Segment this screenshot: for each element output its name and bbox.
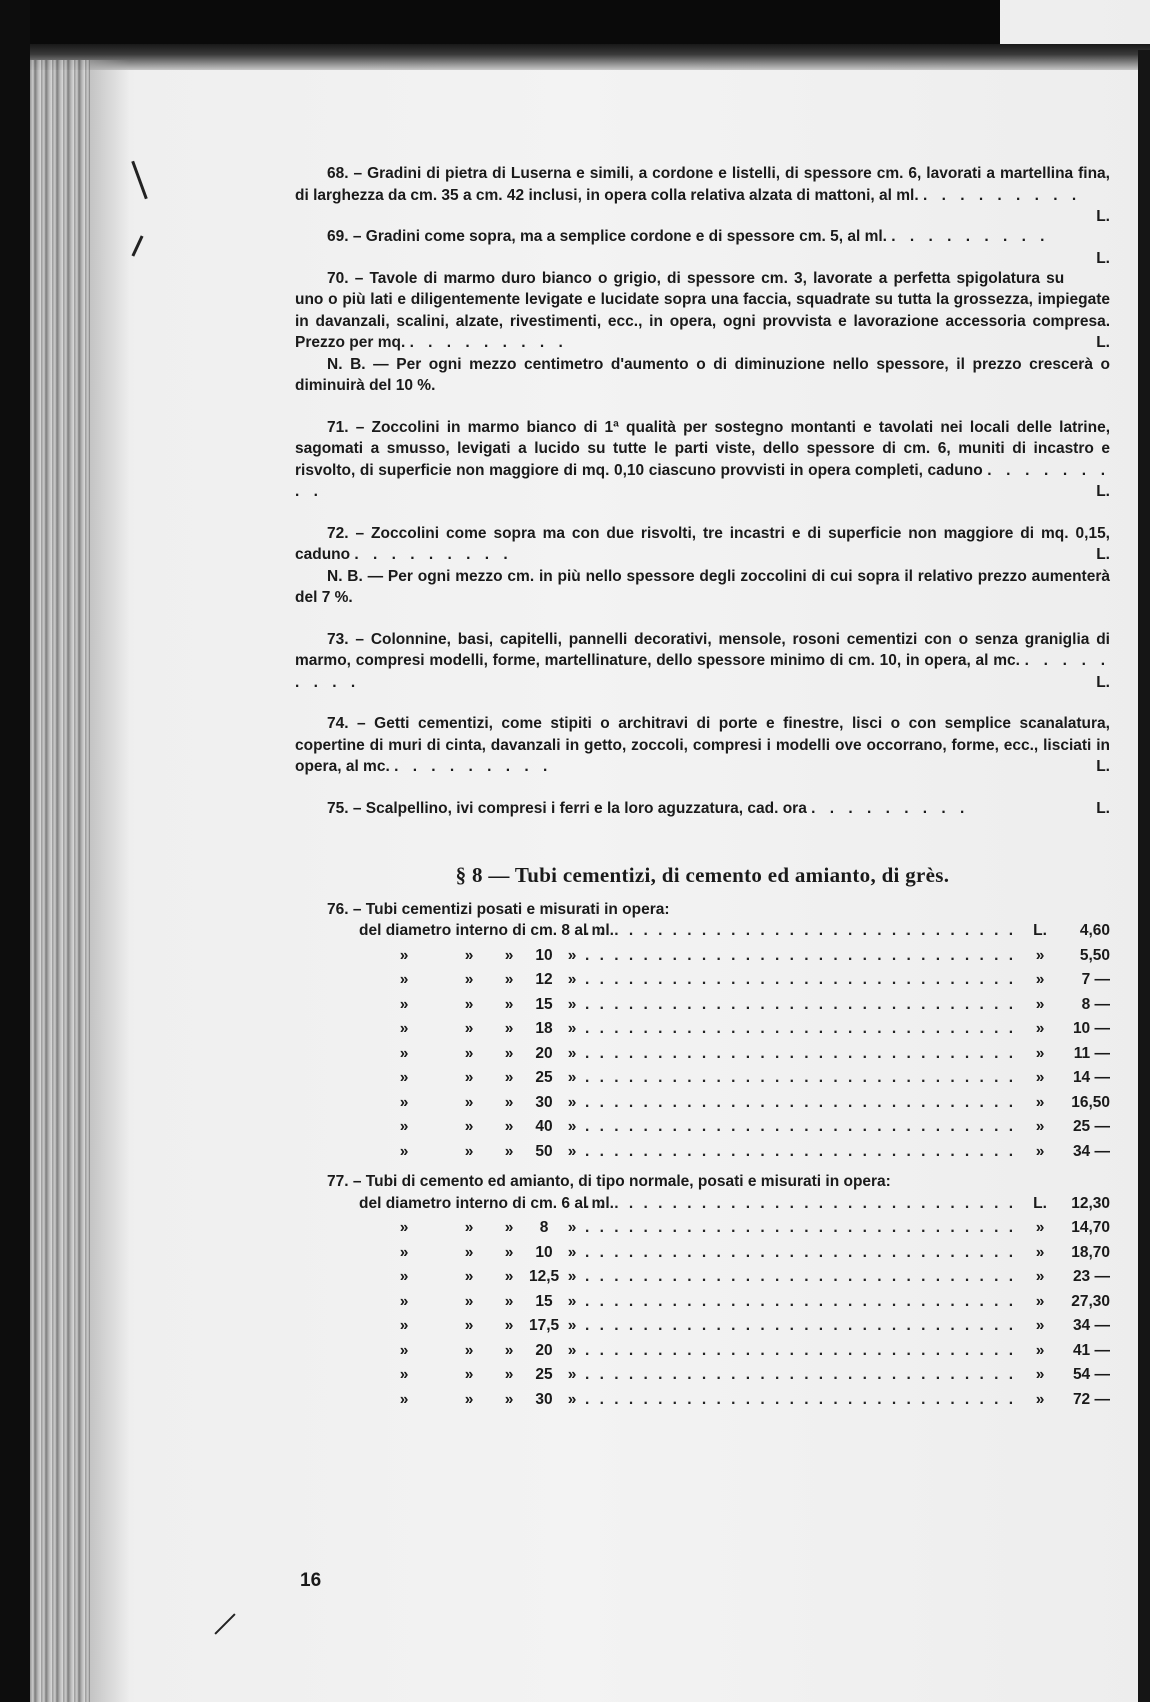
dot-leader: . . . . . . . . . xyxy=(354,546,513,563)
diameter-value: 30 xyxy=(535,1390,553,1408)
dot-leader: . . . . . . . . . xyxy=(394,758,553,775)
scan-shadow-top xyxy=(0,44,1150,70)
ditto-mark: » xyxy=(504,1219,514,1236)
ditto-mark: » xyxy=(504,1341,514,1359)
table-row xyxy=(295,1364,1110,1389)
price-value: 27,30 xyxy=(1071,1292,1110,1310)
dot-leader xyxy=(585,1018,1022,1040)
ditto-mark: » xyxy=(399,1219,409,1236)
ditto-mark: » xyxy=(399,971,409,988)
dot-leader xyxy=(585,1266,1022,1288)
ditto-mark: » xyxy=(504,946,514,964)
diameter-value: 15 xyxy=(535,1292,553,1310)
entry-description: 73. – Colonnine, basi, capitelli, pannelli decorativi, mensole, rosoni cementizi con o senza graniglia di marmo, compresi modelli, forme, martellinature, dello spessore minimo di cm. 10, in opera, al mc. xyxy=(295,630,1110,669)
ditto-mark: » xyxy=(504,1390,514,1408)
entry-description: 68. – Gradini di pietra di Luserna e simili, a cordone e listelli, di spessore cm. 6, lavorati a martellina fina, di larghezza da cm. 35 a cm. 42 inclusi, in opera colla relativa alzata di mattoni, al ml. xyxy=(295,165,1110,204)
ditto-mark: » xyxy=(504,1020,514,1037)
dot-leader xyxy=(585,969,1022,991)
dot-leader xyxy=(585,1092,1022,1114)
ditto-mark: » xyxy=(399,1366,409,1383)
dot-leader: . . . . . . . . . xyxy=(811,799,970,817)
dot-leader xyxy=(585,1217,1022,1239)
table-row xyxy=(295,1141,1110,1166)
diameter-value: 30 xyxy=(535,1093,553,1111)
scan-speck xyxy=(131,161,147,200)
ditto-mark: » xyxy=(567,1069,577,1086)
ditto-mark: » xyxy=(567,1366,577,1383)
ditto-mark: » xyxy=(399,1317,409,1334)
ditto-mark: » xyxy=(464,1390,474,1408)
entry-text xyxy=(295,417,1110,503)
ditto-mark: » xyxy=(399,1292,409,1310)
table-row xyxy=(295,1217,1110,1242)
ditto-mark: » xyxy=(567,1243,577,1261)
ditto-mark: » xyxy=(567,995,577,1013)
currency-label: » xyxy=(1035,1118,1045,1135)
price-value: 72 — xyxy=(1072,1390,1110,1408)
diameter-value: 12,5 xyxy=(529,1268,560,1285)
ditto-mark: » xyxy=(464,971,474,988)
ditto-mark: » xyxy=(504,1044,514,1062)
entry-69 xyxy=(295,226,1110,267)
dot-leader xyxy=(585,945,1022,967)
book-gutter-shadow xyxy=(90,60,130,1702)
price-value: 18,70 xyxy=(1071,1243,1110,1261)
ditto-mark: » xyxy=(504,1366,514,1383)
price-value: 34 — xyxy=(1072,1142,1110,1160)
entry-text xyxy=(295,523,1110,566)
ditto-mark: » xyxy=(567,1317,577,1334)
table-row xyxy=(295,1067,1110,1092)
ditto-mark: » xyxy=(567,1341,577,1359)
entry-73 xyxy=(295,629,1110,694)
currency-label: » xyxy=(1035,971,1045,988)
ditto-mark: » xyxy=(399,1069,409,1086)
dot-leader xyxy=(585,920,1022,942)
diameter-value: 20 xyxy=(535,1044,553,1062)
ditto-mark: » xyxy=(464,995,474,1013)
ditto-mark: » xyxy=(504,1118,514,1135)
page-number: 16 xyxy=(300,1570,322,1591)
ditto-mark: » xyxy=(567,946,577,964)
ditto-mark: » xyxy=(464,1044,474,1062)
currency-label: » xyxy=(1035,1243,1045,1261)
ditto-mark: » xyxy=(464,1069,474,1086)
price-value: 41 — xyxy=(1072,1341,1110,1359)
ditto-mark: » xyxy=(399,995,409,1013)
ditto-mark: » xyxy=(399,1268,409,1285)
currency-label: » xyxy=(1035,1341,1045,1359)
ditto-mark: » xyxy=(399,1118,409,1135)
price-value: 54 — xyxy=(1072,1366,1110,1383)
diameter-value: 15 xyxy=(535,995,553,1013)
entry-description: 72. – Zoccolini come sopra ma con due risvolti, tre incastri e di superficie non maggiore di mq. 0,15, caduno xyxy=(295,524,1110,563)
ditto-mark: » xyxy=(464,1243,474,1261)
dot-leader xyxy=(585,994,1022,1016)
price-value: 8 — xyxy=(1081,995,1110,1013)
diameter-value: 25 xyxy=(535,1366,553,1383)
ditto-mark: » xyxy=(399,1044,409,1062)
ditto-mark: » xyxy=(399,1020,409,1037)
entry-note: N. B. — Per ogni mezzo centimetro d'aumento o di diminuzione nello spessore, il prezzo crescerà o diminuirà del 10 %. xyxy=(295,355,1110,394)
currency-label: L. xyxy=(1033,922,1047,939)
price-value: 14 — xyxy=(1072,1069,1110,1086)
currency-label: L. xyxy=(1096,546,1110,563)
entry-description: 74. – Getti cementizi, come stipiti o architravi di porte e finestre, lisci o con semplice scanalatura, copertine di muri di cinta, davanzali in getto, zoccoli, compresi i modelli ove occorrano, forme, ecc., lisciati in opera, al mc. xyxy=(295,715,1110,775)
currency-label: » xyxy=(1035,1219,1045,1236)
ditto-mark: » xyxy=(567,1093,577,1111)
dot-leader xyxy=(585,1242,1022,1264)
diameter-label: del diametro interno di cm. 8 al ml. xyxy=(359,922,614,939)
ditto-mark: » xyxy=(504,1069,514,1086)
entry-text xyxy=(295,798,1110,820)
entry-description: 71. – Zoccolini in marmo bianco di 1ª qualità per sostegno montanti e tavolati nei locali delle latrine, sagomati a smusso, levigati a lucido su tutte le parti viste, dello spessore di cm. 6, muniti di incastro e risvolto, di superficie non maggiore di mq. 0,10 ciascuno provvisti in opera completi, caduno xyxy=(295,418,1110,479)
entry-text xyxy=(295,226,1110,267)
entry-description: 75. – Scalpellino, ivi compresi i ferri e la loro aguzzatura, cad. ora xyxy=(327,799,812,817)
entry-description: 70. – Tavole di marmo duro bianco o grigio, di spessore cm. 3, lavorate a perfetta spigolatura su uno o più lati e diligentemente levigate e lucidate sopra una faccia, squadrate su tutta la grossezza, impiegate in davanzali, scalini, alzate, rivestimenti, ecc., in opera, ogni provvista e lavorazione accessoria compresa. Prezzo per mq. xyxy=(295,269,1110,351)
entry-68 xyxy=(295,163,1110,225)
ditto-mark: » xyxy=(567,971,577,988)
diameter-value: 50 xyxy=(535,1142,553,1160)
entry-description: 69. – Gradini come sopra, ma a semplice cordone e di spessore cm. 5, al ml. xyxy=(327,228,892,245)
scan-border-right xyxy=(1138,50,1150,1702)
entry-note: N. B. — Per ogni mezzo cm. in più nello spessore degli zoccolini di cui sopra il relativo prezzo aumenterà del 7 %. xyxy=(295,567,1110,606)
table-row xyxy=(295,1116,1110,1141)
ditto-mark: » xyxy=(567,1142,577,1160)
currency-label: » xyxy=(1035,1390,1045,1408)
diameter-value: 20 xyxy=(535,1341,553,1359)
price-value: 5,50 xyxy=(1079,946,1110,964)
ditto-mark: » xyxy=(504,1243,514,1261)
price-value: 23 — xyxy=(1072,1268,1110,1285)
table-row xyxy=(295,1340,1110,1365)
table-row xyxy=(295,1389,1110,1414)
scan-speck xyxy=(214,1613,235,1634)
ditto-mark: » xyxy=(399,1243,409,1261)
ditto-mark: » xyxy=(504,1268,514,1285)
dot-leader xyxy=(585,1291,1022,1313)
entry-text xyxy=(295,629,1110,694)
currency-label: L. xyxy=(1096,758,1110,775)
ditto-mark: » xyxy=(567,1268,577,1285)
table-row xyxy=(295,1266,1110,1291)
ditto-mark: » xyxy=(399,1142,409,1160)
currency-label: » xyxy=(1035,1268,1045,1285)
currency-label: » xyxy=(1035,995,1045,1013)
currency-label: L. xyxy=(1096,249,1110,267)
diameter-value: 25 xyxy=(535,1069,553,1086)
currency-label: » xyxy=(1035,1093,1045,1111)
ditto-mark: » xyxy=(567,1118,577,1135)
price-value: 16,50 xyxy=(1071,1093,1110,1111)
table-heading: 76. – Tubi cementizi posati e misurati in opera: xyxy=(327,900,670,918)
table-row xyxy=(295,1291,1110,1316)
entry-text xyxy=(295,268,1110,354)
ditto-mark: » xyxy=(504,971,514,988)
table-row xyxy=(295,945,1110,970)
currency-label: » xyxy=(1035,1069,1045,1086)
table-heading: 77. – Tubi di cemento ed amianto, di tipo normale, posati e misurati in opera: xyxy=(327,1173,891,1190)
table-row xyxy=(295,969,1110,994)
ditto-mark: » xyxy=(504,995,514,1013)
ditto-mark: » xyxy=(399,1341,409,1359)
currency-label: L. xyxy=(1096,334,1110,351)
dot-leader xyxy=(585,1193,1022,1215)
diameter-value: 8 xyxy=(539,1219,549,1236)
ditto-mark: » xyxy=(464,1341,474,1359)
ditto-mark: » xyxy=(399,1390,409,1408)
table-row xyxy=(295,1043,1110,1068)
scan-border-top xyxy=(0,0,1000,48)
entry-72 xyxy=(295,523,1110,609)
dot-leader xyxy=(585,1043,1022,1065)
ditto-mark: » xyxy=(464,1366,474,1383)
ditto-mark: » xyxy=(464,1219,474,1236)
dot-leader xyxy=(585,1389,1022,1411)
price-value: 12,30 xyxy=(1071,1194,1110,1212)
ditto-mark: » xyxy=(567,1044,577,1062)
ditto-mark: » xyxy=(567,1292,577,1310)
diameter-value: 10 xyxy=(535,1243,553,1261)
dot-leader xyxy=(585,1141,1022,1163)
price-value: 10 — xyxy=(1072,1020,1110,1037)
price-table-77 xyxy=(295,1171,1110,1413)
currency-label: » xyxy=(1035,946,1045,964)
diameter-value: 10 xyxy=(535,946,553,964)
price-value: 34 — xyxy=(1072,1317,1110,1334)
ditto-mark: » xyxy=(464,1317,474,1334)
currency-label: L. xyxy=(1096,208,1110,225)
entry-70 xyxy=(295,268,1110,397)
ditto-mark: » xyxy=(399,1093,409,1111)
ditto-mark: » xyxy=(504,1292,514,1310)
dot-leader xyxy=(585,1315,1022,1337)
ditto-mark: » xyxy=(504,1142,514,1160)
dot-leader xyxy=(585,1067,1022,1089)
price-value: 11 — xyxy=(1073,1044,1110,1062)
scan-border-left xyxy=(0,0,30,1702)
currency-label: » xyxy=(1035,1044,1045,1062)
table-row xyxy=(295,1242,1110,1267)
ditto-mark: » xyxy=(464,1292,474,1310)
entry-74 xyxy=(295,713,1110,778)
currency-label: » xyxy=(1035,1020,1045,1037)
entry-71 xyxy=(295,417,1110,503)
diameter-value: 40 xyxy=(535,1118,553,1135)
diameter-value: 17,5 xyxy=(529,1317,560,1334)
currency-label: » xyxy=(1035,1366,1045,1383)
table-row xyxy=(295,994,1110,1019)
currency-label: L. xyxy=(1033,1194,1047,1212)
dot-leader: . . . . . . . . . xyxy=(409,334,568,351)
dot-leader: . . . . . . . . . xyxy=(295,652,1110,691)
table-row xyxy=(295,1315,1110,1340)
entry-75 xyxy=(295,798,1110,820)
scan-speck xyxy=(131,235,143,256)
price-list-content xyxy=(295,163,1110,1413)
currency-label: » xyxy=(1035,1292,1045,1310)
dot-leader: . . . . . . . . . xyxy=(295,461,1110,500)
entry-text xyxy=(295,163,1110,225)
entry-text xyxy=(295,713,1110,778)
ditto-mark: » xyxy=(464,1118,474,1135)
dot-leader xyxy=(585,1364,1022,1386)
price-value: 25 — xyxy=(1072,1118,1110,1135)
book-page-edges xyxy=(30,60,90,1702)
currency-label: L. xyxy=(1096,483,1110,500)
ditto-mark: » xyxy=(504,1317,514,1334)
table-row xyxy=(295,1018,1110,1043)
ditto-mark: » xyxy=(464,1020,474,1037)
table-row xyxy=(295,920,1110,945)
dot-leader: . . . . . . . . . xyxy=(891,228,1050,245)
price-table-76 xyxy=(295,899,1110,1166)
dot-leader xyxy=(585,1340,1022,1362)
ditto-mark: » xyxy=(567,1219,577,1236)
diameter-label: del diametro interno di cm. 6 al ml. xyxy=(359,1194,614,1212)
ditto-mark: » xyxy=(464,1268,474,1285)
dot-leader: . . . . . . . . . xyxy=(922,186,1082,204)
table-row xyxy=(295,1092,1110,1117)
diameter-value: 18 xyxy=(535,1020,553,1037)
ditto-mark: » xyxy=(567,1020,577,1037)
ditto-mark: » xyxy=(464,1142,474,1160)
dot-leader xyxy=(585,1116,1022,1138)
price-value: 14,70 xyxy=(1071,1219,1110,1236)
ditto-mark: » xyxy=(464,1093,474,1111)
ditto-mark: » xyxy=(464,946,474,964)
currency-label: L. xyxy=(1096,799,1110,817)
currency-label: » xyxy=(1035,1142,1045,1160)
ditto-mark: » xyxy=(504,1093,514,1111)
ditto-mark: » xyxy=(399,946,409,964)
price-value: 4,60 xyxy=(1079,922,1110,939)
diameter-value: 12 xyxy=(535,971,553,988)
section-title: § 8 — Tubi cementizi, di cemento ed amianto, di grès. xyxy=(455,863,950,887)
currency-label: L. xyxy=(1096,673,1110,691)
table-row xyxy=(295,1193,1110,1218)
price-value: 7 — xyxy=(1081,971,1110,988)
ditto-mark: » xyxy=(567,1390,577,1408)
currency-label: » xyxy=(1035,1317,1045,1334)
